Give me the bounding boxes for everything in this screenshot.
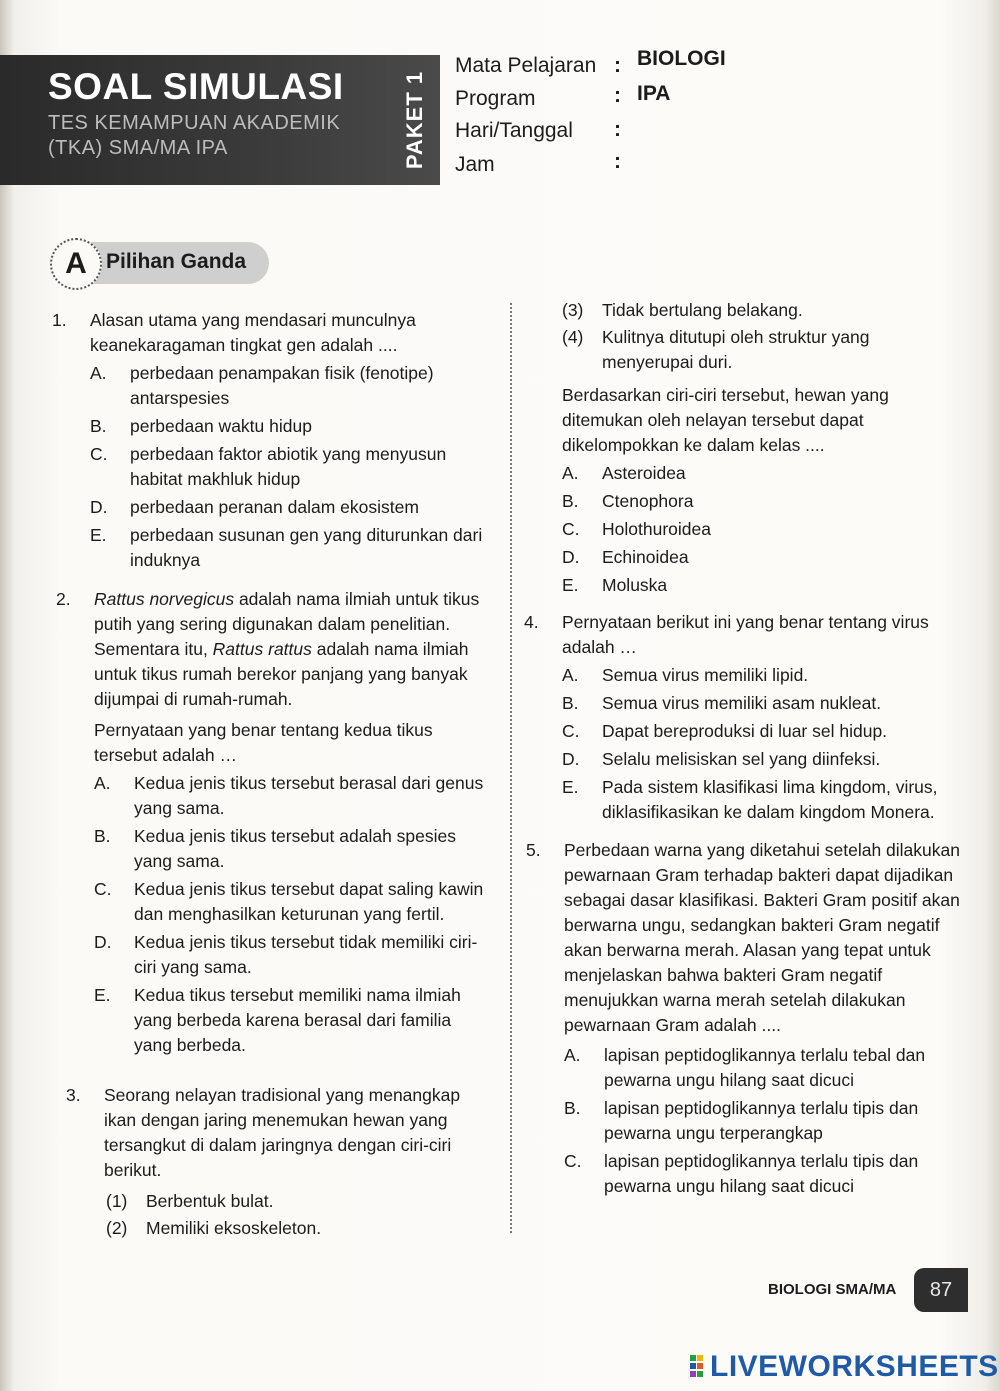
question-text: Perbedaan warna yang diketahui setelah dilakukan pewarnaan Gram terhadap bakteri dapat dijadikan sebagai dasar klasifikasi. Bakteri Gram positif akan berwarna ungu, sedangkan bakteri Gram negatif akan berwarna merah. Alasan yang tepat untuk menjelaskan bahwa bakteri Gram negatif menujukkan warna merah setelah dilakukan pewarnaan Gram adalah .... xyxy=(564,840,960,1035)
option-c[interactable] xyxy=(94,877,492,927)
option-text: lapisan peptidoglikannya terlalu tipis dan pewarna ungu hilang saat dicuci xyxy=(604,1151,919,1196)
option-label: D. xyxy=(90,497,108,517)
field-colon: : xyxy=(614,54,621,77)
option-label: C. xyxy=(94,879,112,899)
item-label: (2) xyxy=(106,1218,128,1238)
option-a[interactable] xyxy=(564,1043,966,1093)
option-text: lapisan peptidoglikannya terlalu tebal dan pewarna ungu hilang saat dicuci xyxy=(604,1045,926,1090)
column-divider xyxy=(510,303,512,1233)
paket-label-box xyxy=(390,55,440,185)
page-number: 87 xyxy=(914,1268,968,1312)
section-letter-circle xyxy=(50,238,102,290)
option-label: A. xyxy=(562,665,579,685)
option-e[interactable] xyxy=(562,775,954,825)
question-5 xyxy=(526,838,966,1199)
option-label: E. xyxy=(90,525,107,545)
field-colon: : xyxy=(614,118,621,141)
option-text: Holothuroidea xyxy=(602,519,711,539)
option-text: Semua virus memiliki lipid. xyxy=(602,665,809,685)
question-text: Rattus norvegicus adalah nama ilmiah untuk tikus putih yang sering digunakan dalam penelitian. Sementara itu, Rattus rattus adalah nama ilmiah untuk tikus rumah berekor panjang yang banyak dijumpai di rumah-rumah. xyxy=(94,589,480,709)
option-label: E. xyxy=(562,777,579,797)
option-e[interactable] xyxy=(94,983,492,1058)
option-c[interactable] xyxy=(562,517,952,542)
question-2 xyxy=(56,587,492,1058)
item-label: (1) xyxy=(106,1191,128,1211)
option-text: Kedua jenis tikus tersebut adalah spesies yang sama. xyxy=(134,826,457,871)
option-label: D. xyxy=(562,749,580,769)
field-colon: : xyxy=(614,84,621,107)
field-colon: : xyxy=(614,150,621,173)
field-label-date: Hari/Tanggal xyxy=(455,119,573,142)
option-text: Kedua jenis tikus tersebut berasal dari genus yang sama. xyxy=(134,773,484,818)
header-subtitle-line1: TES KEMAMPUAN AKADEMIK xyxy=(48,112,341,134)
field-label-subject: Mata Pelajaran xyxy=(455,54,597,77)
question-number: 3. xyxy=(66,1085,81,1105)
option-text: perbedaan peranan dalam ekosistem xyxy=(130,497,419,517)
option-text: Kedua jenis tikus tersebut dapat saling kawin dan menghasilkan keturunan yang fertil. xyxy=(134,879,484,924)
feature-item-3 xyxy=(562,298,952,323)
option-label: C. xyxy=(562,721,580,741)
option-label: C. xyxy=(562,519,580,539)
header-subtitle-line2: (TKA) SMA/MA IPA xyxy=(48,137,228,159)
liveworksheets-logo-icon xyxy=(690,1355,710,1379)
species-name: Rattus rattus xyxy=(212,639,312,659)
option-label: D. xyxy=(94,932,112,952)
question-number: 5. xyxy=(526,840,541,860)
item-text: Kulitnya ditutupi oleh struktur yang menyerupai duri. xyxy=(602,327,870,372)
field-label-time: Jam xyxy=(455,153,495,176)
item-text: Tidak bertulang belakang. xyxy=(602,300,803,320)
option-c[interactable] xyxy=(90,442,492,492)
option-a[interactable] xyxy=(90,361,492,411)
option-b[interactable] xyxy=(90,414,492,439)
section-letter: A xyxy=(65,247,87,280)
option-label: B. xyxy=(564,1098,581,1118)
question-text: Alasan utama yang mendasari munculnya keanekaragaman tingkat gen adalah .... xyxy=(90,310,416,355)
option-a[interactable] xyxy=(94,771,492,821)
option-text: Kedua jenis tikus tersebut tidak memiliki ciri-ciri yang sama. xyxy=(134,932,478,977)
option-label: C. xyxy=(90,444,108,464)
option-label: C. xyxy=(564,1151,582,1171)
item-label: (3) xyxy=(562,300,584,320)
field-label-program: Program xyxy=(455,87,536,110)
option-label: B. xyxy=(90,416,107,436)
item-text: Berbentuk bulat. xyxy=(146,1191,274,1211)
option-text: Dapat bereproduksi di luar sel hidup. xyxy=(602,721,888,741)
option-c[interactable] xyxy=(562,719,954,744)
option-text: Selalu melisiskan sel yang diinfeksi. xyxy=(602,749,881,769)
paket-label: PAKET 1 xyxy=(402,70,427,170)
question-3-continued xyxy=(562,298,952,598)
option-text: Kedua tikus tersebut memiliki nama ilmiah yang berbeda karena berasal dari familia yang berbeda. xyxy=(134,985,461,1055)
option-d[interactable] xyxy=(94,930,492,980)
field-value-subject: BIOLOGI xyxy=(637,47,726,70)
option-text: Moluska xyxy=(602,575,668,595)
option-text: perbedaan faktor abiotik yang menyusun habitat makhluk hidup xyxy=(130,444,447,489)
liveworksheets-watermark xyxy=(690,1350,999,1384)
footer-book-title: BIOLOGI SMA/MA xyxy=(768,1281,897,1298)
option-b[interactable] xyxy=(94,824,492,874)
option-d[interactable] xyxy=(562,747,954,772)
option-label: B. xyxy=(94,826,111,846)
question-1 xyxy=(52,308,492,573)
option-b[interactable] xyxy=(564,1096,966,1146)
option-c[interactable] xyxy=(564,1149,966,1199)
option-b[interactable] xyxy=(562,489,952,514)
species-name: Rattus norvegicus xyxy=(94,589,235,609)
item-label: (4) xyxy=(562,327,584,347)
option-label: A. xyxy=(90,363,107,383)
option-text: Ctenophora xyxy=(602,491,694,511)
feature-item-4 xyxy=(562,325,952,375)
question-3 xyxy=(66,1083,492,1241)
option-text: perbedaan penampakan fisik (fenotipe) antarspesies xyxy=(130,363,434,408)
option-label: B. xyxy=(562,693,579,713)
section-title: Pilihan Ganda xyxy=(106,250,247,273)
question-4 xyxy=(524,610,954,825)
option-label: E. xyxy=(562,575,579,595)
question-text: Pernyataan berikut ini yang benar tentang virus adalah … xyxy=(562,612,929,657)
question-number: 2. xyxy=(56,589,71,609)
item-text: Memiliki eksoskeleton. xyxy=(146,1218,322,1238)
option-text: Semua virus memiliki asam nukleat. xyxy=(602,693,882,713)
option-e[interactable] xyxy=(90,523,492,573)
question-text: Seorang nelayan tradisional yang menangkap ikan dengan jaring menemukan hewan yang tersangkut di dalam jaringnya dengan ciri-ciri berikut. xyxy=(104,1085,461,1180)
feature-item-2 xyxy=(106,1216,492,1241)
option-text: perbedaan waktu hidup xyxy=(130,416,312,436)
option-b[interactable] xyxy=(562,691,954,716)
option-d[interactable] xyxy=(562,545,952,570)
option-text: lapisan peptidoglikannya terlalu tipis dan pewarna ungu terperangkap xyxy=(604,1098,919,1143)
option-label: A. xyxy=(564,1045,581,1065)
question-number: 1. xyxy=(52,310,67,330)
question-number: 4. xyxy=(524,612,539,632)
question-prompt: Berdasarkan ciri-ciri tersebut, hewan yang ditemukan oleh nelayan tersebut dapat dikelompokkan ke dalam kelas .... xyxy=(562,385,889,455)
option-text: Pada sistem klasifikasi lima kingdom, virus, diklasifikasikan ke dalam kingdom Monera. xyxy=(602,777,938,822)
option-label: D. xyxy=(562,547,580,567)
header-title: SOAL SIMULASI xyxy=(48,66,344,107)
option-a[interactable] xyxy=(562,663,954,688)
field-value-program: IPA xyxy=(637,82,671,105)
option-a[interactable] xyxy=(562,461,952,486)
liveworksheets-text: LIVEWORKSHEETS xyxy=(710,1350,999,1383)
option-label: A. xyxy=(94,773,111,793)
option-label: A. xyxy=(562,463,579,483)
option-label: B. xyxy=(562,491,579,511)
question-prompt: Pernyataan yang benar tentang kedua tikus tersebut adalah … xyxy=(94,720,433,765)
option-text: Echinoidea xyxy=(602,547,689,567)
option-e[interactable] xyxy=(562,573,952,598)
option-d[interactable] xyxy=(90,495,492,520)
option-text: Asteroidea xyxy=(602,463,686,483)
option-text: perbedaan susunan gen yang diturunkan dari induknya xyxy=(130,525,483,570)
feature-item-1 xyxy=(106,1189,492,1214)
option-label: E. xyxy=(94,985,111,1005)
